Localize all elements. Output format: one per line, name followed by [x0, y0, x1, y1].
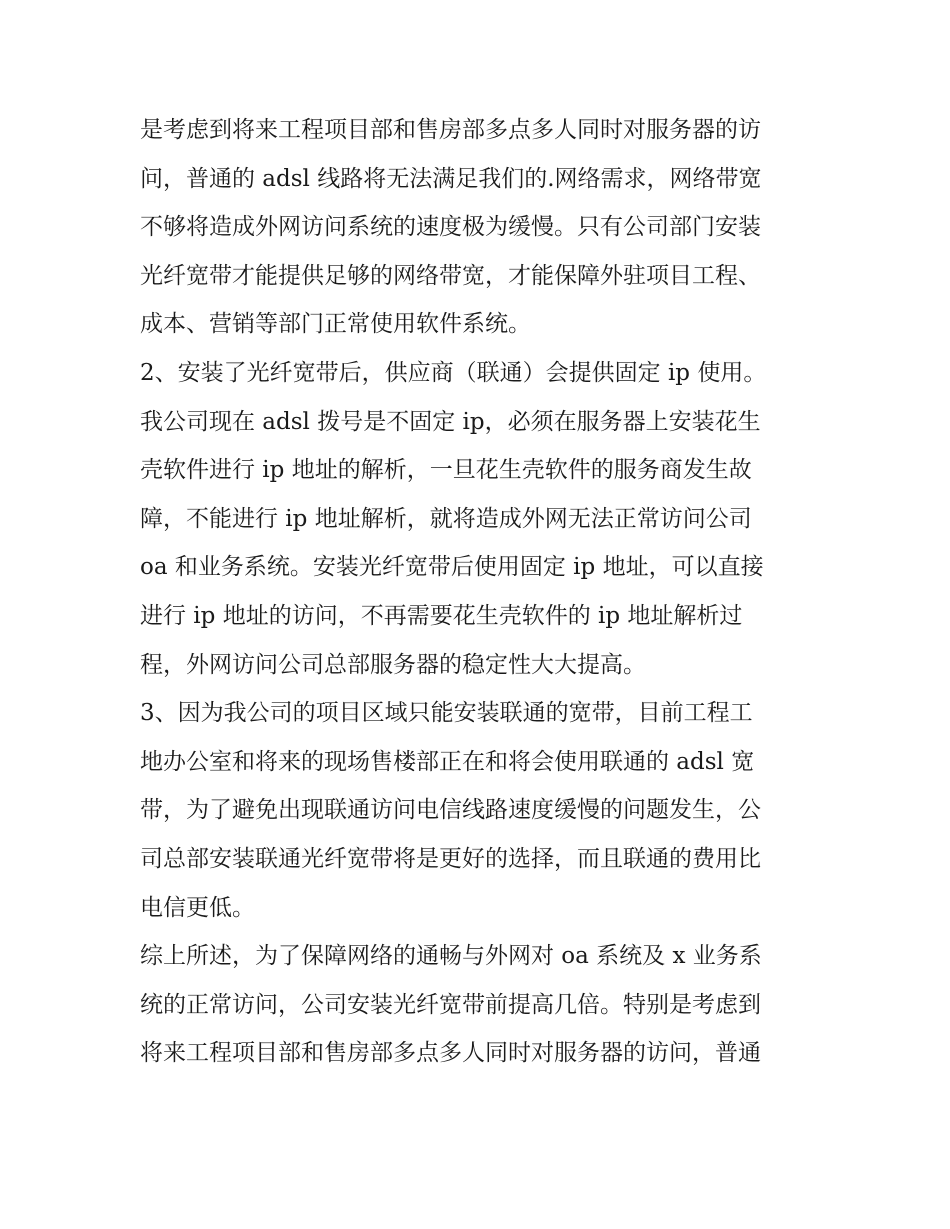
text-line-4: 光纤宽带才能提供足够的网络带宽，才能保障外驻项目工程、	[140, 262, 761, 289]
text-line-6: 2、安装了光纤宽带后，供应商（联通）会提供固定 ip 使用。	[140, 359, 767, 386]
text-line-2: 问，普通的 adsl 线路将无法满足我们的.网络需求，网络带宽	[140, 165, 762, 192]
text-line-1: 是考虑到将来工程项目部和售房部多点多人同时对服务器的访	[140, 117, 761, 143]
text-line-8: 壳软件进行 ip 地址的解析，一旦花生壳软件的服务商发生故	[140, 457, 752, 484]
text-line-16: 司总部安装联通光纤宽带将是更好的选择，而且联通的费用比	[140, 845, 761, 872]
text-line-11: 进行 ip 地址的访问，不再需要花生壳软件的 ip 地址解析过	[140, 602, 743, 629]
document-body	[140, 106, 820, 1078]
text-line-13: 3、因为我公司的项目区域只能安装联通的宽带，目前工程工	[140, 700, 753, 727]
text-line-9: 障，不能进行 ip 地址解析，就将造成外网无法正常访问公司	[140, 505, 752, 532]
text-line-12: 程，外网访问公司总部服务器的稳定性大大提高。	[140, 651, 646, 678]
text-line-20: 将来工程项目部和售房部多点多人同时对服务器的访问，普通	[140, 1040, 761, 1067]
text-line-15: 带，为了避免出现联通访问电信线路速度缓慢的问题发生，公	[140, 797, 761, 824]
text-line-17: 电信更低。	[140, 894, 255, 921]
text-line-19: 统的正常访问，公司安装光纤宽带前提高几倍。特别是考虑到	[140, 991, 761, 1018]
text-line-5: 成本、营销等部门正常使用软件系统。	[140, 311, 531, 338]
text-line-7: 我公司现在 adsl 拨号是不固定 ip，必须在服务器上安装花生	[140, 408, 761, 435]
text-line-14: 地办公室和将来的现场售楼部正在和将会使用联通的 adsl 宽	[140, 748, 755, 775]
text-line-10: oa 和业务系统。安装光纤宽带后使用固定 ip 地址，可以直接	[140, 554, 764, 581]
text-line-3: 不够将造成外网访问系统的速度极为缓慢。只有公司部门安装	[140, 214, 761, 241]
text-line-18: 综上所述，为了保障网络的通畅与外网对 oa 系统及 x 业务系	[140, 943, 762, 970]
